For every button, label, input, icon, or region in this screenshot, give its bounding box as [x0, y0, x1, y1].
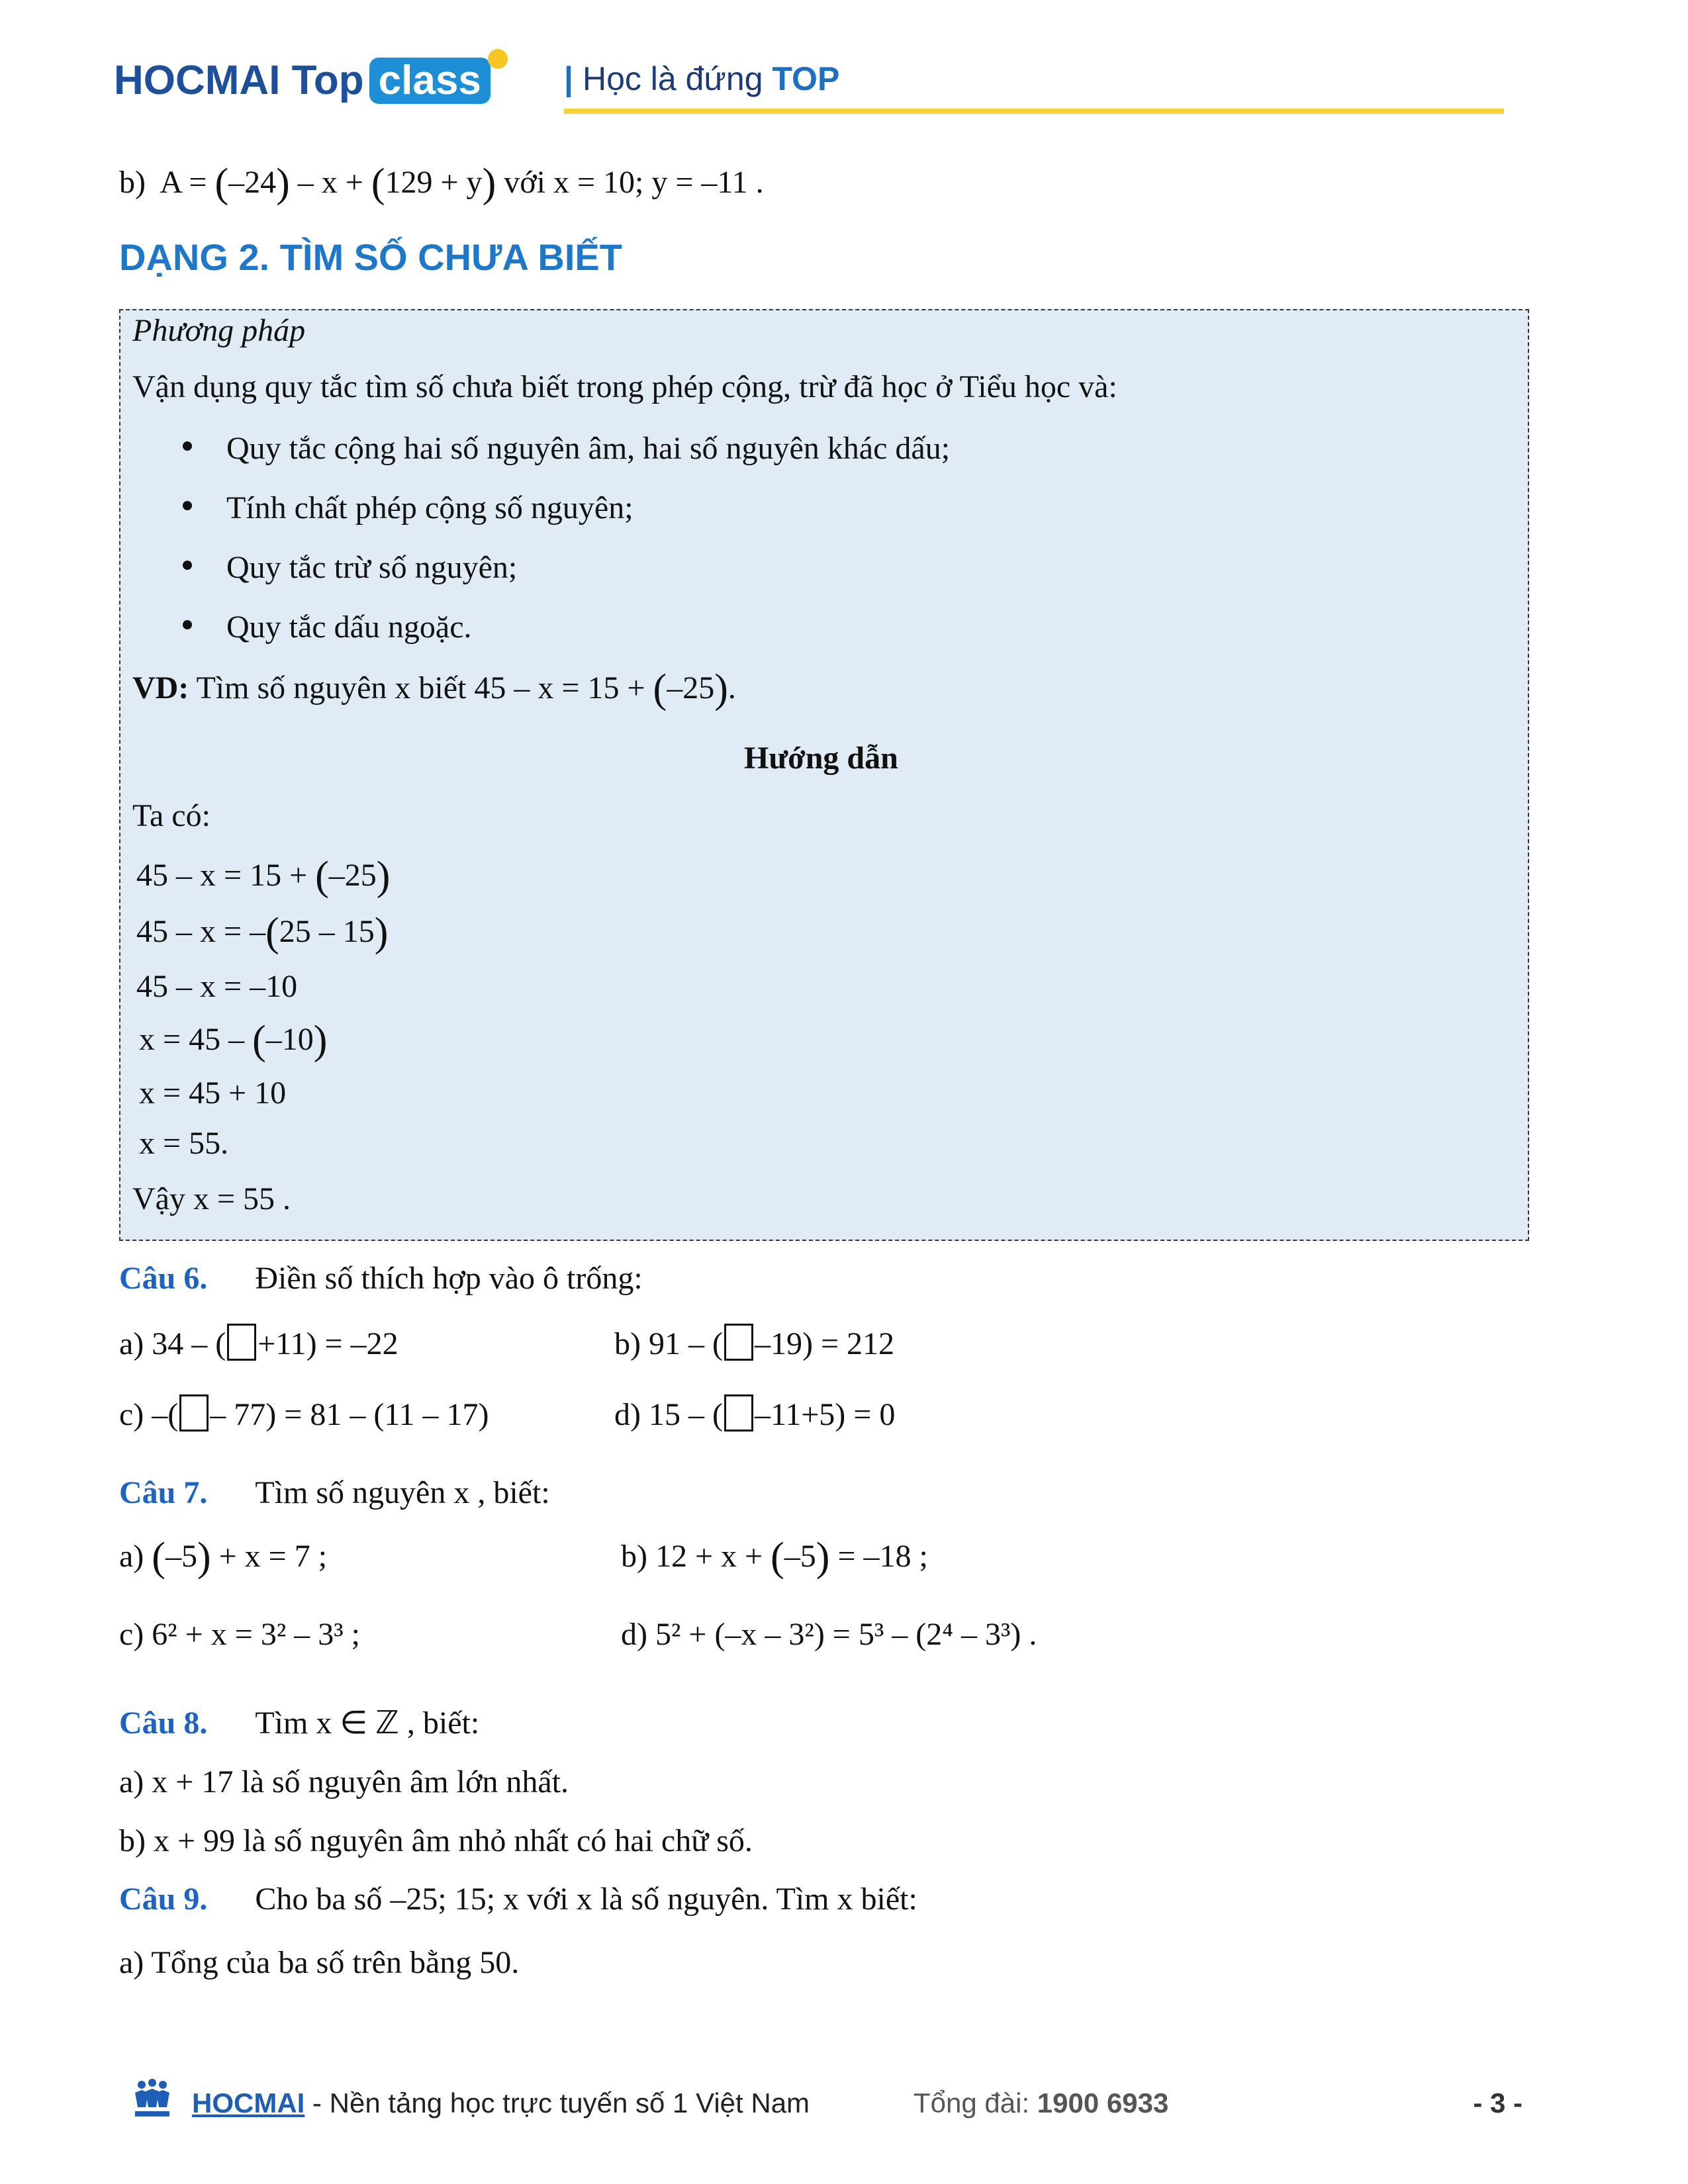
expr-tail: với x = 10; y = –11 . — [496, 165, 764, 200]
expr-mid: – x + — [289, 165, 371, 200]
q6-item-a — [119, 1324, 399, 1364]
section-title: DẠNG 2. TÌM SỐ CHƯA BIẾT — [119, 236, 622, 278]
q9-item-a: a) Tổng của ba số trên bằng 50. — [119, 1945, 520, 1980]
tagline-text: Học là đứng — [583, 60, 763, 97]
tagline-bar-icon: | — [564, 60, 573, 97]
question-prompt: Điền số thích hợp vào ô trống: — [255, 1261, 643, 1296]
answer-box[interactable] — [724, 1324, 753, 1361]
step-text: 45 – x = – — [136, 914, 266, 949]
method-intro: Vận dụng quy tắc tìm số chưa biết trong phép cộng, trừ đã học ở Tiểu học và: — [132, 369, 1117, 404]
footer-slogan-text: - Nền tảng học trực tuyến số 1 Việt Nam — [305, 2087, 810, 2118]
solution-step — [139, 1124, 228, 1163]
q7-item-c: c) 6² + x = 3² – 3³ ; — [119, 1617, 360, 1652]
question-label: Câu 7. — [119, 1475, 208, 1510]
example-paren: –25 — [667, 670, 715, 705]
step-text: x = 45 – — [139, 1022, 253, 1057]
solution-step: x = 45 – (–10) — [139, 1018, 328, 1063]
method-bullet — [183, 548, 517, 588]
logo-text: HOCMAI Top — [114, 58, 364, 103]
solution-step: 45 – x = –(25 – 15) — [136, 910, 389, 955]
exercise-b: b) A = (–24) – x + (129 + y) với x = 10; y = –11 . — [119, 161, 764, 206]
q8-item-a: a) x + 17 là số nguyên âm lớn nhất. — [119, 1764, 569, 1799]
hotline-number: 1900 6933 — [1037, 2087, 1169, 2118]
bullet-icon — [183, 620, 192, 629]
question-label: Câu 9. — [119, 1882, 208, 1917]
page-footer — [132, 2078, 1523, 2131]
footer-slogan — [192, 2087, 810, 2119]
method-heading: Phương pháp — [132, 313, 306, 348]
expr-head: A = — [160, 165, 215, 200]
item-text: – 77) = 81 – (11 – 17) — [210, 1397, 489, 1432]
question-7 — [119, 1473, 550, 1513]
q7-item-d: d) 5² + (–x – 3²) = 5³ – (2⁴ – 3³) . — [621, 1617, 1037, 1652]
hocmai-topclass-logo — [114, 57, 491, 104]
page-number-text: - 3 - — [1473, 2087, 1523, 2118]
example-label: VD: — [132, 670, 189, 705]
tagline-highlight: TOP — [772, 60, 840, 97]
step-paren: 25 – 15 — [279, 914, 375, 949]
answer-box[interactable] — [724, 1394, 753, 1432]
step-text: x = 55. — [139, 1126, 229, 1161]
bullet-icon — [183, 441, 192, 451]
step-paren: –25 — [328, 858, 377, 893]
example-line: VD: Tìm số nguyên x biết 45 – x = 15 + (–25). — [132, 666, 736, 711]
footer-brand-link[interactable]: HOCMAI — [192, 2087, 305, 2118]
q7-item-a: a) (–5) + x = 7 ; — [119, 1535, 328, 1580]
hocmai-figures-icon — [132, 2078, 172, 2120]
q6-item-c — [119, 1394, 489, 1435]
question-8 — [119, 1704, 479, 1743]
question-6 — [119, 1259, 643, 1298]
question-9 — [119, 1880, 917, 1919]
step-paren: –10 — [265, 1022, 314, 1057]
exercise-b-label: b) — [119, 165, 146, 200]
item-text: a) 34 – ( — [119, 1326, 226, 1361]
footer-hotline — [914, 2087, 1168, 2119]
step-text: 45 – x = –10 — [136, 969, 298, 1004]
bullet-text: Quy tắc dấu ngoặc. — [226, 610, 472, 645]
we-have: Ta có: — [132, 798, 211, 833]
method-bullet — [183, 429, 950, 469]
bullet-text: Quy tắc trừ số nguyên; — [226, 550, 518, 585]
q8-item-b: b) x + 99 là số nguyên âm nhỏ nhất có hai chữ số. — [119, 1823, 753, 1858]
method-bullet — [183, 608, 472, 647]
hotline-label: Tổng đài: — [914, 2087, 1037, 2118]
question-prompt: Tìm x ∈ ℤ , biết: — [255, 1706, 480, 1741]
logo-star-icon — [488, 49, 508, 69]
bullet-icon — [183, 561, 192, 570]
step-text: x = 45 + 10 — [139, 1075, 287, 1111]
logo-class-badge: class — [369, 58, 491, 104]
item-text: b) 12 + x + — [621, 1539, 771, 1574]
q7-item-b: b) 12 + x + (–5) = –18 ; — [621, 1535, 928, 1580]
item-text: –11+5) = 0 — [754, 1397, 896, 1432]
item-text: –19) = 212 — [754, 1326, 895, 1361]
example-end: . — [727, 670, 736, 705]
solution-step — [136, 967, 297, 1007]
item-paren: –5 — [165, 1539, 197, 1574]
guide-title: Hướng dẫn — [744, 741, 898, 776]
question-label: Câu 6. — [119, 1261, 208, 1296]
answer-box[interactable] — [179, 1394, 209, 1432]
question-prompt: Tìm số nguyên x , biết: — [255, 1475, 550, 1510]
q6-item-d — [614, 1394, 895, 1435]
solution-step — [139, 1073, 286, 1113]
bullet-text: Quy tắc cộng hai số nguyên âm, hai số nguyên khác dấu; — [226, 431, 951, 466]
item-text: b) 91 – ( — [614, 1326, 723, 1361]
item-paren: –5 — [784, 1539, 816, 1574]
item-text: a) — [119, 1539, 152, 1574]
expr-paren2: 129 + y — [385, 165, 483, 200]
item-text: + x = 7 ; — [211, 1539, 328, 1574]
page-number — [1473, 2087, 1523, 2119]
page-header — [114, 52, 1514, 118]
conclusion: Vậy x = 55 . — [132, 1181, 291, 1216]
question-prompt: Cho ba số –25; 15; x với x là số nguyên. Tìm x biết: — [255, 1882, 917, 1917]
method-bullet — [183, 488, 633, 528]
question-label: Câu 8. — [119, 1706, 208, 1741]
item-text: c) –( — [119, 1397, 179, 1432]
answer-box[interactable] — [227, 1324, 256, 1361]
item-text: = –18 ; — [829, 1539, 928, 1574]
item-text: +11) = –22 — [258, 1326, 399, 1361]
header-tagline — [564, 60, 839, 98]
step-text: 45 – x = 15 + — [136, 858, 316, 893]
bullet-icon — [183, 501, 192, 510]
item-text: d) 15 – ( — [614, 1397, 723, 1432]
solution-step: 45 – x = 15 + (–25) — [136, 854, 391, 899]
q6-item-b — [614, 1324, 894, 1364]
header-divider — [564, 109, 1504, 114]
bullet-text: Tính chất phép cộng số nguyên; — [226, 490, 633, 525]
expr-paren1: –24 — [228, 165, 277, 200]
example-text: Tìm số nguyên x biết 45 – x = 15 + — [196, 670, 653, 705]
